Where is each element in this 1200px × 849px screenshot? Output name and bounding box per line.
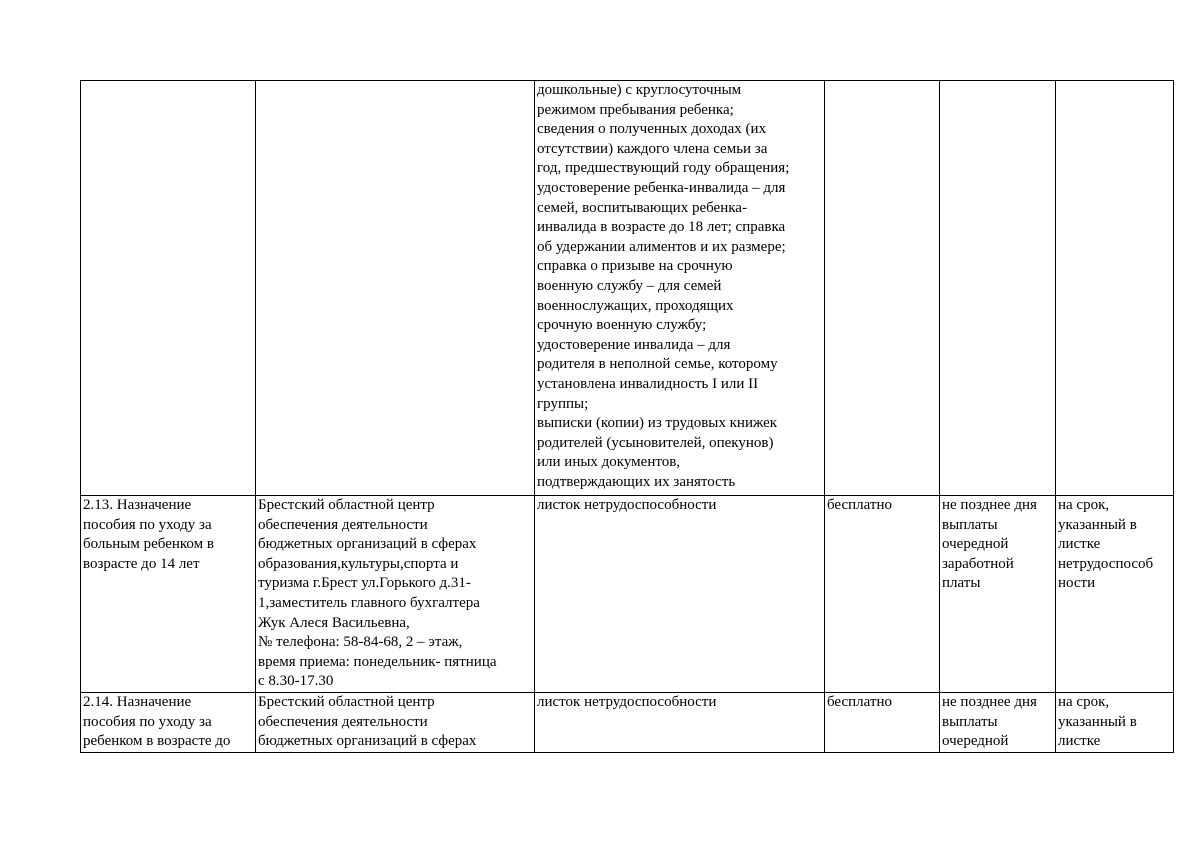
required-documents-cell: дошкольные) с круглосуточным режимом пребывания ребенка; сведения о полученных доходах (их отсутствии) каждого члена семьи за год, предшествующий году обращения; удостоверение ребенка-инвалида – для семей, воспитывающих ребенка- инвалида в возрасте до 18 лет; справка об удержании алиментов и их размере; справка о призыве на срочную военную службу – для семей военнослужащих, проходящих срочную военную службу; удостоверение инвалида – для родителя в неполной семье, которому установлена инвалидность I или II группы; выписки (копии) из трудовых книжек родителей (усыновителей, опекунов) или иных документов, подтверждающих их занятость [535, 81, 825, 496]
service-name-cell: 2.13. Назначение пособия по уходу за больным ребенком в возрасте до 14 лет [81, 496, 256, 693]
required-documents-cell: листок нетрудоспособности [535, 693, 825, 753]
validity-cell [1056, 81, 1174, 496]
fee-cell [825, 81, 940, 496]
table-row [81, 81, 1174, 496]
service-name-cell: 2.14. Назначение пособия по уходу за ребенком в возрасте до [81, 693, 256, 753]
table-row [81, 693, 1174, 753]
contact-info-cell [256, 81, 535, 496]
fee-cell: бесплатно [825, 693, 940, 753]
processing-term-cell: не позднее дня выплаты очередной [940, 693, 1056, 753]
required-documents-cell: листок нетрудоспособности [535, 496, 825, 693]
table-row [81, 496, 1174, 693]
validity-cell: на срок, указанный в листке нетрудоспособ ности [1056, 496, 1174, 693]
contact-info-cell: Брестский областной центр обеспечения деятельности бюджетных организаций в сферах образования,культуры,спорта и туризма г.Брест ул.Горького д.31- 1,заместитель главного бухгалтера Жук Алеся Васильевна, № телефона: 58-84-68, 2 – этаж, время приема: понедельник- пятница с 8.30-17.30 [256, 496, 535, 693]
validity-cell: на срок, указанный в листке [1056, 693, 1174, 753]
fee-cell: бесплатно [825, 496, 940, 693]
procedures-table [80, 80, 1174, 753]
processing-term-cell: не позднее дня выплаты очередной заработной платы [940, 496, 1056, 693]
processing-term-cell [940, 81, 1056, 496]
contact-info-cell: Брестский областной центр обеспечения деятельности бюджетных организаций в сферах [256, 693, 535, 753]
service-name-cell [81, 81, 256, 496]
